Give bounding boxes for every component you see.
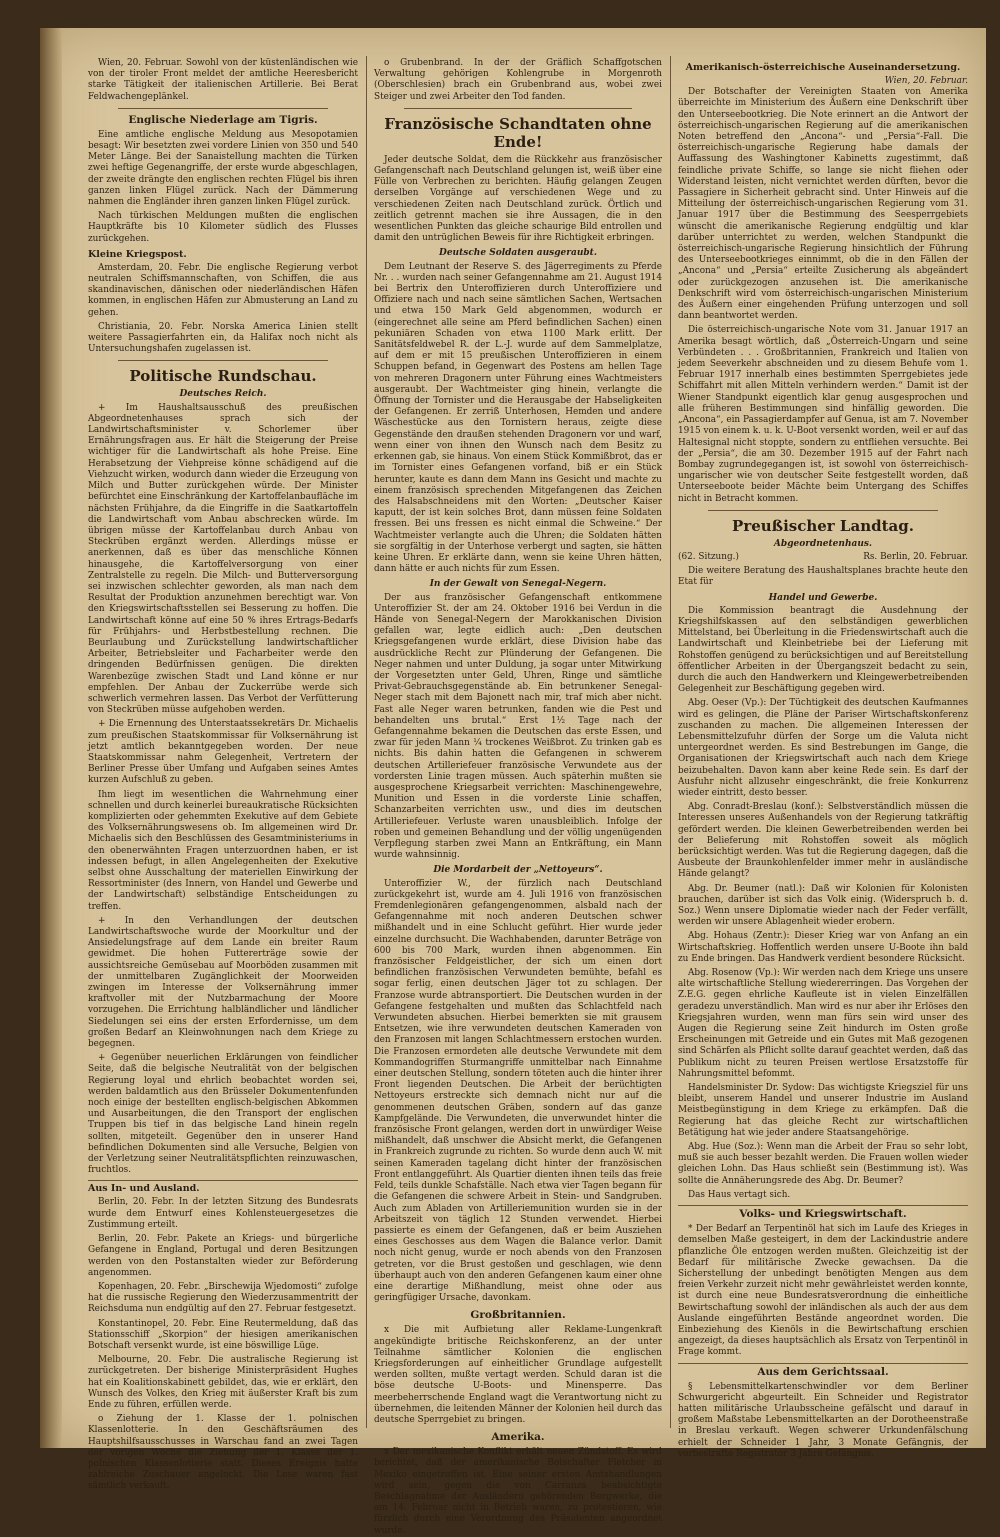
subhead-reich: Deutsches Reich.: [179, 389, 267, 400]
article-text: Abg. Dr. Beumer (natl.): Daß wir Kolonien für Kolonisten brauchen, darüber ist sich das Volk einig. (Widerspruch b. d. Soz.) Wenn unsere Diplomatie wieder nach der Feder verfällt, werden wir unsere Ablagenheit wieder erobern.: [678, 883, 968, 928]
headline-tigris: Englische Niederlage am Tigris.: [128, 113, 318, 126]
article-text: o Ziehung der 1. Klasse der 1. polnischen Klassenlotterie. In den Geschäftsräumen des Hauptshilfsausschusses in Warschau fand an zwei Tagen der vorigen Woche die Ziehung der 1. Klasse der 1. polnischen Klassenlotterie statt. Dieses Ereignis hatte zahlreiche Zuschauer angelockt. Die Lose waren fast sämtlich verkauft.: [88, 1414, 358, 1492]
page-fold-shadow: [40, 28, 62, 1448]
session-number: [678, 552, 968, 563]
article-text: o Grubenbrand. In der der Gräflich Schaffgotschen Verwaltung gehörigen Kohlengrube in Morgenroth (Oberschlesien) brach ein Grubenbrand aus, wobei zwei Steiger und zwei Arbeiter den Tod fanden.: [374, 58, 662, 102]
article-text: Konstantinopel, 20. Febr. Eine Reutermeldung, daß das Stationsschiff „Skorpion“ der hiesigen amerikanischen Botschaft versenkt wurde, ist eine böswillige Lüge.: [88, 1318, 358, 1351]
divider: [404, 108, 632, 109]
headline-kriegspost: Kleine Kriegspost.: [88, 248, 187, 260]
divider: [118, 360, 328, 361]
sitzung-date: Rs. Berlin, 20. Februar.: [863, 551, 968, 562]
headline-landtag: Preußischer Landtag.: [732, 516, 914, 535]
article-text: Nach türkischen Meldungen mußten die englischen Hauptkräfte bis 10 Kilometer südlich des Flusses zurückgehen.: [88, 211, 358, 244]
subhead-mordarbeit: Die Mordarbeit der „Nettoyeurs“.: [433, 865, 603, 876]
column-middle: [374, 58, 662, 1536]
article-text: Amsterdam, 20. Febr. Die englische Regierung verbot neutralen Schiffsmannschaften, von Schiffen, die aus skandinavischen, dänischen oder niederländischen Häfen kommen, in englischen Häfen zur Abmusterung an Land zu gehen.: [88, 262, 358, 318]
news-wien: Wien, 20. Februar. Sowohl von der küstenländischen wie von der tiroler Front meldet der amtliche Heeresbericht starke Tätigkeit der italienischen Artillerie. Bei Berat Feldwachengeplänkel.: [88, 58, 358, 102]
column-rule: [366, 56, 367, 1428]
article-text: + Die Ernennung des Unterstaatssekretärs Dr. Michaelis zum preußischen Staatskommissar für Volksernährung ist jetzt amtlich bekanntgegeben worden. Der neue Staatskommissar nahm Gelegenheit, Vertretern der Berliner Presse über Umfang und Aufgaben seines Amtes kurzen Aufschluß zu geben.: [88, 719, 358, 786]
headline-ausland: Aus In- und Ausland.: [88, 1180, 358, 1195]
article-text: Die österreichisch-ungarische Note vom 31. Januar 1917 an Amerika besagt wörtlich, daß „Österreich-Ungarn und seine Verbündeten . . . Großbritannien, Frankreich und Italien von jedem Seeverkehr abschneiden und zu diesem Behufe vom 1. Februar 1917 innerhalb eines bestimmten Sperrgebietes jede Schiffahrt mit allen Mitteln verhindern werden.“ Damit ist der Wiener Standpunkt eigentlich klar genug ausgesprochen und alle früheren Bestimmungen sind hinfällig geworden. Die „Ancona“, ein Passagierdampfer auf Genua, ist am 7. November 1915 von einem k. u. k. U-Boot versenkt worden, weil er auf das Haltesignal nicht stoppte, sondern zu entfliehen versuchte. Bei der „Persia“, die am 30. Dezember 1915 auf der Fahrt nach Bombay zugrundegegangen ist, ist sowohl von österreichisch-ungarischer wie von deutscher Seite festgestellt worden, daß Unterseeboote beider Mächte beim Untergang des Schiffes nicht in Betracht kommen.: [678, 325, 968, 504]
article-text: Das Haus vertagt sich.: [688, 1189, 791, 1200]
article-text: Abg. Oeser (Vp.): Der Tüchtigkeit des deutschen Kaufmannes wird es gelingen, die Pläne der Pariser Wirtschaftskonferenz zuschanden zu machen. Die allgemeinen Interessen der Lebensmittelzufuhr dürfen der Sorge um die Valuta nicht untergeordnet werden. Es sind Bestrebungen im Gange, die Organisationen der Kriegswirtschaft auch nach dem Kriege beizubehalten. Davon kann aber keine Rede sein. Es darf der Ausfuhr nicht allzusehr eingeschränkt, die freie Konkurrenz wieder eintritt, desto besser.: [678, 698, 968, 798]
dateline: Wien, 20. Februar.: [884, 76, 968, 86]
article-text: Kopenhagen, 20. Febr. „Birschewija Wjedomosti“ zufolge hat die russische Regierung den Wiederzusammentritt der Reichsduma nun endgültig auf den 27. Februar festgesetzt.: [88, 1281, 358, 1315]
article-text: * Der Bedarf an Terpentinöl hat sich im Laufe des Krieges in demselben Maße gesteigert, in dem der Lackindustrie andere pflanzliche Öle entzogen werden mußten. Gleichzeitig ist der Bedarf für militärische Zwecke gewachsen. Da die Sicherstellung der unbedingt benötigten Mengen aus dem freien Verkehr zurzeit nicht mehr gewährleistet werden konnte, ist durch eine neue Bundesratsverordnung die einheitliche Bewirtschaftung sowohl der inländischen als auch der aus dem Auslande eingeführten Bestände angeordnet worden. Die Einbeziehung des Kienöls in die Bewirtschaftung erschien angezeigt, da dieses hauptsächlich als Ersatz von Terpentinöl in Frage kommt.: [678, 1224, 968, 1358]
newspaper-page: [40, 28, 986, 1536]
subhead-handel: Handel und Gewerbe.: [768, 592, 878, 603]
article-text: Die weitere Beratung des Haushaltsplanes brachte heute den Etat für: [678, 566, 968, 588]
subhead-grossbritannien: Großbritannien.: [470, 1309, 566, 1322]
subhead-amerika: Amerika.: [491, 1431, 545, 1444]
sitzung-label: (62. Sitzung.): [678, 551, 739, 562]
article-text: Berlin, 20. Febr. In der letzten Sitzung des Bundesrats wurde dem Entwurf eines Kohlensteuergesetzes die Zustimmung erteilt.: [88, 1197, 358, 1230]
article-text: Handelsminister Dr. Sydow: Das wichtigste Kriegsziel für uns bleibt, unserem Handel und unserer Industrie im Ausland Meistbegünstigung in dem Kriege zu erkämpfen. Daß die Regierung hat das gleiche Recht zur wirtschaftlichen Betätigung hat wie jeder andere Staatsangehörige.: [678, 1083, 968, 1138]
article-text: Jeder deutsche Soldat, dem die Rückkehr aus französischer Gefangenschaft nach Deutschland gelungen ist, weiß über eine Fülle von Verbrechen zu berichten. Häufig gelangen Zeugen derselben Vorgänge auf verschiedenen Wege und zu verschiedenen Zeiten nach Deutschland zurück. Örtlich und zeitlich getrennt machen sie ihre Aussagen, die in den wesentlichen Punkten das gleiche schaurige Bild entrollen und damit den untrüglichen Beweis für ihre Richtigkeit erbringen.: [374, 154, 662, 244]
headline-rundschau: Politische Rundschau.: [129, 367, 317, 386]
article-text: Melbourne, 20. Febr. Die australische Regierung ist zurückgetreten. Der bisherige Ministerpräsident Hughes hat ein Koalitionskabinett gebildet, das, wie er erklärt, den Wunsch des Volkes, den Krieg mit äußerster Kraft bis zum Ende zu führen, erfüllen werde.: [88, 1355, 358, 1410]
divider: [708, 510, 938, 511]
article-text: § Lebensmittelkartenschwindler vor dem Berliner Schwurgericht abgeurteilt. Ein Schneider und Registrator hatten militärische Urlaubsscheine gefälscht und darauf in großem Maßstabe Lebensmittelkarten an der Dorotheenstraße in Breslau verkauft. Wegen schwerer Urkundenfälschung erhielt der Schneider 1 Jahr, 3 Monate Gefängnis, der vorbestrafte Registrator 3 Jahre Gefängnis.: [678, 1381, 968, 1459]
article-text: x Der mexikanische Konflikt erhält neuen Zündstoff. Es wird berichtet, daß der amerikanische Botschafter Fletcher in Mexiko eingetroffen ist. Eine seiner ersten Amtshandlungen wird sein, gegen die von Carranza beabsichtigte Beschlagnahme der Ausländern gehörenden Bergwerke, die am 14. Februar nicht in Betrieb waren, zu protestieren, wie fürzlich durch eine Verordnung des Präsidenten angeordnet wurde.: [374, 1447, 662, 1536]
headline-gerichtssaal: Aus dem Gerichtssaal.: [678, 1363, 968, 1379]
article-text: Eine amtliche englische Meldung aus Mesopotamien besagt: Wir besetzten zwei vordere Linien von 350 und 540 Meter Länge. Bei der Sanaistellung machten die Türken zwei heftige Gegenangriffe, der erste wurde abgeschlagen, der zweite drängte den englischen rechten Flügel bis ihren ganzen linken Flügel zurück. Nach der Dämmerung nahmen die Engländer ihren ganzen linken Flügel zurück.: [88, 129, 358, 208]
article-text: Christiania, 20. Febr. Norska America Linien stellt weitere Passagierfahrten ein, da Halifax noch nicht als Untersuchungshafen zugelassen ist.: [88, 321, 358, 355]
article-text: Ihm liegt im wesentlichen die Wahrnehmung einer schnellen und durch keinerlei bureaukratische Rücksichten komplizierten oder gehemmten Exekutive auf dem Gebiete des Volksernährungswesens ob. Im allgemeinen wird Dr. Michaelis sich den Beschlüssen des Gesamtministeriums in den obenerwähnten Fragen unterzuordnen haben, er ist indessen befugt, in allen Angelegenheiten der Exekutive selbst ohne Ausschaltung der materiellen Einwirkung der Ressortminister (des Innern, von Handel und Gewerbe und der Landwirtschaft) selbständige Entscheidungen zu treffen.: [88, 789, 358, 912]
headline-volkswirtschaft: Volks- und Kriegswirtschaft.: [678, 1205, 968, 1221]
column-left: [88, 58, 358, 1492]
article-text: Abg. Hue (Soz.): Wenn man die Arbeit der Frau so sehr lobt, muß sie auch besser bezahlt werden. Die Frauen wollen wieder gleichen Lohn. Das Haus schließt sein (Bestimmung ist). Was sollte die Annäherungsrede des Abg. Dr. Beumer?: [678, 1142, 968, 1186]
article-text: Abg. Rosenow (Vp.): Wir werden nach dem Kriege uns unsere alte wirtschaftliche Stellung wiedererringen. Das Vorgehen der Z.E.G. gegen ehrliche Kaufleute ist in vielen Einzelfällen geradezu unverständlich. Man wird es nur aber ihr Erlöses den Kriegsjahren wurden, wenn man fürs sein wird unser des Augen die Regierung seine Zeit hindurch im Osten große Erscheinungen mit Getreide und ein Gutes mit Maß gezogenen sind Schärfen als Pflicht sollte darauf geachtet werden, daß das Publikum nicht zu teuren Preisen wertlose Ersatzstoffe für Nahrungsmittel befommt.: [678, 968, 968, 1079]
column-rule: [670, 56, 671, 1428]
headline-amerikanisch: Amerikanisch-österreichische Auseinandersetzung.: [685, 62, 961, 73]
article-text: Abg. Hohaus (Zentr.): Dieser Krieg war von Anfang an ein Wirtschaftskrieg. Hoffentlich werden unsere U-Boote ihn bald zu Ende bringen. Das Handwerk verdient besondere Rücksicht.: [678, 931, 968, 964]
article-text: x Die mit Aufbietung aller Reklame-Lungenkraft angekündigte britische Reichskonferenz, an der unter Teilnahme sämtlicher Kolonien die englischen Kriegsforderungen auf einheitlicher Grundlage aufgestellt werden sollten, mußte vertagt werden. Schuld daran ist die böse deutsche U-Boots- und Minensperre. Das meerbeherrschende England wagt die Verantwortung nicht zu übernehmen, die leitenden Männer der Kolonien heil durch das deutsche Sperrgebiet zu bringen.: [374, 1325, 662, 1425]
article-text: Dem Leutnant der Reserve S. des Jägerregiments zu Pferde Nr. . . wurden nach seiner Gefangennahme am 21. August 1914 bei Bertrix den Unteroffizieren durch Unteroffiziere und Offiziere nach und nach seine sämtlichen Sachen, Wertsachen und etwa 150 Mark Geld abgenommen, wodurch er (eingerechnet alle seine am Pferd befindlichen Sachen) einen pekuniären Schaden von etwa 1100 Mark erlitt. Der Sanitätsfeldwebel R. der L.-J. wurde auf dem Sammelplatze, auf dem er mit 15 preußischen Unteroffizieren in einem Schuppen befand, in Gegenwart des Postens am hellen Tage von mehreren Dragonern unter Führung eines Wachtmeisters ausgeraubt. Der Wachtmeister ging hinein, verlangte die Öffnung der Tornister und die Herausgabe der Habseligkeiten der Gefangenen. Er zerriß Unterhosen, Hemden und andere Wäschestücke aus den Tornistern heraus, zeigte diese Gegenstände den draußen stehenden Dragonern vor und warf, wenn einer von ihnen den Wunsch nach dem Besitz zu erkennen gab, sie hinaus. Von einem Stück Kommißbrot, das er im Tornister eines Gefangenen vorfand, biß er ein Stück herunter, kaute es dann dem Mann ins Gesicht und machte zu einem französisch sprechenden Mitgefangenen das Zeichen des Halsabschneidens mit den Worten: „Deutscher Kaiser kaputt, der ist kein solches Brot, dann müssen feine Soldaten fressen. Bei uns fressen es nicht einmal die Schweine.“ Der Wachtmeister verlangte auch die Uhren; die Soldaten hätten sie sorgfältig in der Unterhose verbergt und sagten, sie hätten keine Uhren. Er erklärte dann, wenn sie keine Uhren hätten, dann hätte er auch nichts für zum Essen.: [374, 261, 662, 575]
article-text: + Gegenüber neuerlichen Erklärungen von feindlicher Seite, daß die belgische Neutralität von der belgischen Regierung loyal und ehrlich beobachtet worden sei, werden baldamtlich aus den Brüsseler Dokumentenfunden noch einige der bestellten englisch-belgischen Abkommen und Ausarbeitungen, die den Transport der englischen Truppen bis tief in das belgische Land hinein regeln sollten, mitgeteilt. Gegenüber den in unserer Hand befindlichen Dokumenten sind alle Versuche, Belgien von der Verletzung seiner Neutralitätspflichten reinzuwaschen, fruchtlos.: [88, 1053, 358, 1176]
subhead-senegal: In der Gewalt von Senegal-Negern.: [429, 579, 607, 590]
subhead-ausgeraubt: Deutsche Soldaten ausgeraubt.: [439, 248, 597, 259]
article-text: Abg. Conradt-Breslau (konf.): Selbstverständlich müssen die Interessen unseres Außenhandels von der Regierung tatkräftig gefördert werden. Die kleinen Gewerbetreibenden werden bei der Belieferung mit Rohstoffen soweit als möglich berücksichtigt werden. Was tut die Regierung dagegen, daß die Ausbeute der Braunkohlenfelder immer mehr in ausländische Hände gelangt?: [678, 802, 968, 880]
article-text: Die Kommission beantragt die Ausdehnung der Kriegshilfskassen auf den selbständigen gewerblichen Mittelstand, bei Überleitung in die Friedenswirtschaft auch die Landwirtschaft und Kleinbetriebe bei der Lieferung mit Rohstoffen genügend zu berücksichtigen und auf Bereitstellung öffentlicher Arbeiten in der Übergangszeit bedacht zu sein, durch die auch den Handwerkern und Kleingewerbetreibenden Gelegenheit zur Beschäftigung gegeben wird.: [678, 605, 968, 695]
subhead-abgeordnetenhaus: Abgeordnetenhaus.: [773, 538, 873, 549]
article-text: Unteroffizier W., der fürzlich nach Deutschland zurückgekehrt ist, wurde am 4. Juli 1916 von französischen Fremdenlegionären gefangengenommen, alsbald nach der Gefangennahme mit noch anderen Deutschen schwer mißhandelt und in eine Schlucht geführt. Hier wurde jeder einzelne durchsucht. Die Wachhabenden, darunter Beträge von 600 bis 700 Mark, wurden ihnen abgenommen. Ein französischer Feldgeistlicher, der sich um einen dort befindlichen französischen Verwundeten bemühte, befahl es sogar ferlig, einen deutschen Jäger tot zu schlagen. Der Franzose wurde abtransportiert. Die Deutschen wurden in der Gefangene festgehalten und mußten das Schlachtfeld nach Verwundeten absuchen. Hierbei bemerkten sie mit grausem Entsetzen, wie ihre verwundeten deutschen Kameraden von den Franzosen mit langen Schlachtmessern erstochen wurden. Die Franzosen ermordeten alle deutsche Verwundete mit dem Kommandogriffen Sturmangriffe unmittelbar nach Einnahme einer deutschen Stellung, sondern töteten auch die hinter ihrer Front liegenden Deutschen. Die Arbeit der berüchtigten Nettoyeurs erstreckte sich demnach nicht nur auf die genommenen deutschen Gräben, sondern auf das ganze Kampfgelände. Die Verwundeten, die unverwundet hinter die französische Front gelangen, werden dort in unwürdiger Weise mißhandelt, daß unschwer die Absicht merkt, die Gefangenen in Frankreich zugrunde zu richten. So wurde denn auch W. mit seinen Kameraden tagelang dicht hinter der französischen Front entlanggeführt. Als Quartier dienten ihnen teils das freie Feld, teils dunkle Schafställe. Nach etwa vier Tagen begann für die Gefangenen die schwere Arbeit in Stein- und Sandgruben. Auch zum Abladen von Artilleriemunition wurden sie in der Arbeitszeit von täglich 12 Stunden verwendet. Hierbei passierte es einem der Gefangenen, daß er beim Ausziehen eines Geschosses aus dem Wagen die Balance verlor. Damit noch nicht genug, wurde er noch abends von den Franzosen getreten, vor die Brust gestoßen und geschlagen, wie denn überhaupt auch von den anderen Gefangenen kaum einer ohne eine derartige Mißhandlung, meist ohne oder aus geringfügiger Ursache, davonkam.: [374, 878, 662, 1304]
article-text: Berlin, 20. Febr. Pakete an Kriegs- und bürgerliche Gefangene in England, Portugal und deren Besitzungen werden von den Postanstalten wieder zur Beförderung angenommen.: [88, 1234, 358, 1278]
article-text: Der aus französischer Gefangenschaft entkommene Unteroffizier St. der am 24. Oktober 1916 bei Verdun in die Hände von Senegal-Negern der Marokkanischen Division gefallen war, legte eidlich auch: „Den deutschen Kriegsgefangenen wurde erklärt, diese Division habe das ausdrückliche Recht zur Plünderung der Gefangenen. Die Neger nahmen und unter Duldung, ja sogar unter Mitwirkung der Vorgesetzten unter Geld, Uhren, Ringe und sämtliche Privat-Gebrauchsgegenstände ab. Ein betrunkener Senegal-Neger stach mit dem Bajonett nach mir, traf mich aber nicht. Fast alle Neger waren betrunken, fanden wie die Pest und behandelten uns brutal.“ Erst 1½ Tage nach der Gefangennahme bekamen die Deutschen das erste Essen, und zwar für jeden Mann ¼ trockenes Weißbrot. Zu trinken gab es nichts. Bis dahin hatten die Gefangenen in schwerem deutschen Artilleriefeuer französische Verwundete aus der vordersten Linie tragen müssen. Auch späterhin mußten sie ausgesprochene Kriegsarbeit verrichten: Maschinengewehre, Munition und Essen in die vorderste Linie schaffen, Schanzarbeiten verrichten usw., und dies im deutschen Artilleriefeuer. Verluste waren unausbleiblich. Infolge der roben und gemeinen Behandlung und der völlig ungenügenden Verpflegung starben zwei Mann an Entkräftung, ein Mann wurde wahnsinnig.: [374, 592, 662, 861]
article-text: + Im Haushaltsausschuß des preußischen Abgeordnetenhauses sprach sich der Landwirtschaftsminister v. Schorlemer über Ernährungsfragen aus. Er hält die Steigerung der Preise wichtiger für die Landwirtschaft als hohe Preise. Eine Herabsetzung der Viehpreise könne schädigend auf die Viehzucht wirken, wodurch dann wieder die Erzeugung von Milch und Butter zurückgehen würde. Der Minister befürchtet eine Einschränkung der Kartoffelanbaufläche im nächsten Frühjahre, da die Eingriffe in die Saatkartoffeln die Landwirtschaft vom Anbau abschrecken würde. Im übrigen müsse der Kartoffelanbau durch Anbau von Steckrüben ergänzt werden. Allerdings müsse er anerkennen, daß es über das menschliche Können hinausgehe, die Kartoffelversorgung von einer Zentralstelle zu regeln. Die Milch- und Butterversorgung sei inzwischen schlechter geworden, als man nach dem Resultat der Produktion anzunehmen berechtigt war. Von den Kriegswirtschaftsstellen sei Besserung zu hoffen. Die Landwirtschaft könne auf eine 50 % ihres Ertrags-Bedarfs für Frühjahrs- und Herbstbestellung rechnen. Die Beurlaubung und Zurückstellung landwirtschaftlicher Arbeiter, Betriebsleiter und Facharbeiter werde den dringenden Bedürfnissen genügen. Die direkten Warenbezüge zwischen Stadt und Land könne er nur empfehlen. Der Anbau der Zuckerrübe werde sich schwerlich vermehren lassen. Das Verbot der Verfütterung von Steckrüben müsse aufgehoben werden.: [88, 402, 358, 716]
headline-schandtaten: Französische Schandtaten ohne Ende!: [384, 114, 652, 151]
divider: [118, 108, 328, 109]
article-text: Der Botschafter der Vereinigten Staaten von Amerika überreichte im Ministerium des Äußern eine Denkschrift über den Unterseebootkrieg. Die Note erinnert an die Antwort der österreichisch-ungarischen Regierung auf die amerikanischen Noten betreffend den „Ancona“- und „Persia“-Fall. Die österreichisch-ungarische Regierung habe damals der Auffassung des Washingtoner Kabinetts zugestimmt, daß feindliche private Schiffe, so lange sie nicht fliehen oder Widerstand leisten, nicht vernichtet werden dürften, bevor die Passagiere in Sicherheit gebracht sind. Unter Hinweis auf die Mitteilung der österreichisch-ungarischen Regierung vom 31. Januar 1917 über die Bestimmung des Seesperrgebiets wünscht die amerikanische Regierung endgültig und klar darüber unterrichtet zu werden, welchen Standpunkt die österreichisch-ungarische Regierung hinsichtlich der Führung des Unterseebootkrieges einnimmt, ob die in den Fällen der „Ancona“ und „Persia“ erteilte Zusicherung als abgeändert oder zurückgezogen anzusehen ist. Die amerikanische Denkschrift wird vom österreichisch-ungarischen Ministerium des Äußern einer eingehenden Prüfung unterzogen und soll dann beantwortet werden.: [678, 87, 968, 322]
article-text: + In den Verhandlungen der deutschen Landwirtschaftswoche wurde der Moorkultur und der Ansiedelungsfrage auf dem Lande ein breiter Raum gewidmet. Die hohen Futtererträge sowie der aussichtsreiche Gemüsebau auf Moorböden zusammen mit der unmittelbaren Zugänglichkeit der Moorweiden zwingen im Interesse der Volksernährung immer kraftvoller mit der Nutzbarmachung der Moore vorzugehen. Die Errichtung halbländlicher und ländlicher Siedelungen sei eins der ersten Erfordernisse, um dem großen Bedarf an Kleinwohnungen nach dem Kriege zu begegnen.: [88, 915, 358, 1050]
column-right: [678, 58, 968, 1459]
